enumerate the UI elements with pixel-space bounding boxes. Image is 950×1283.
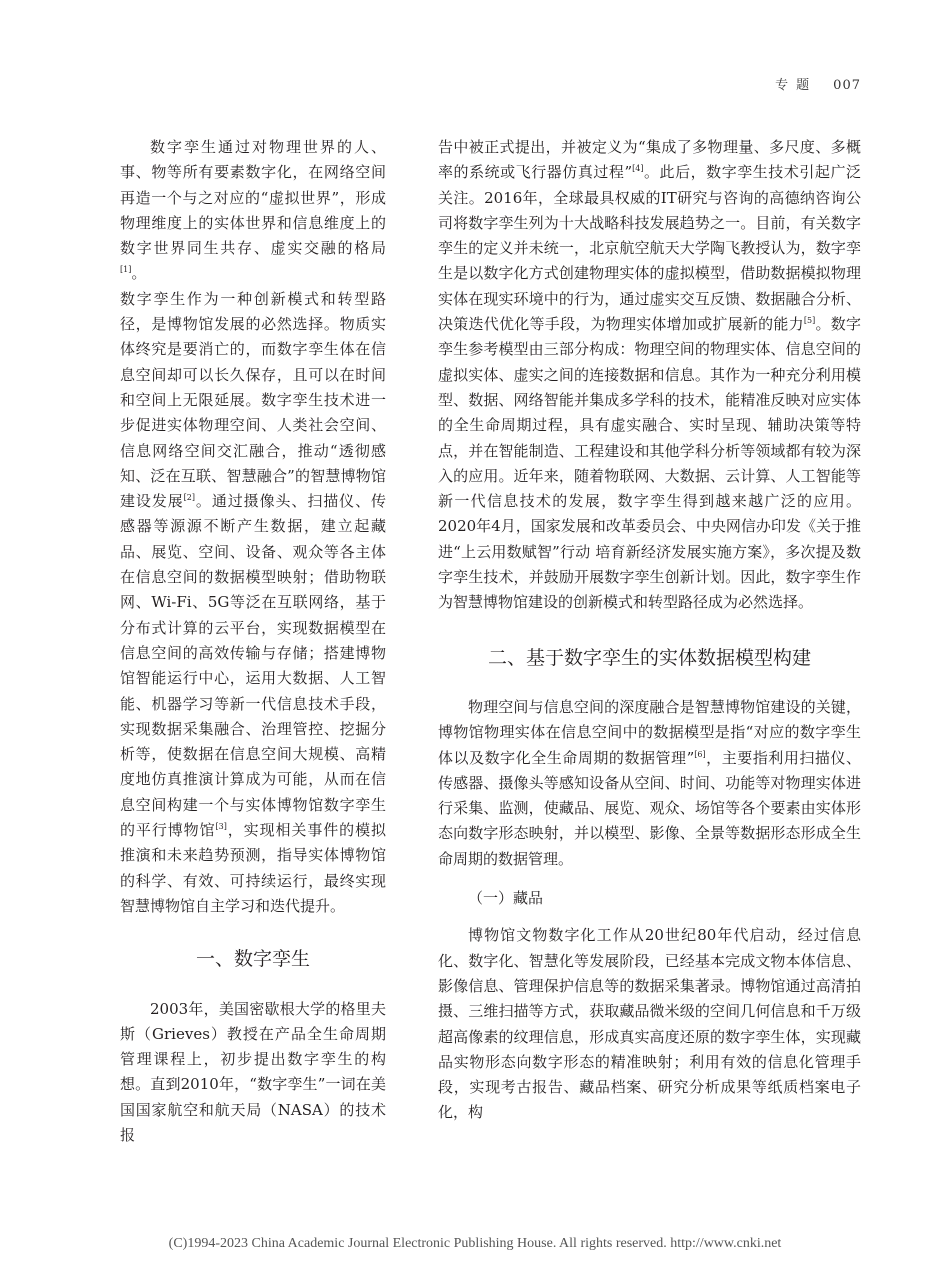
paragraph-text: 。数字孪生参考模型由三部分构成：物理空间的物理实体、信息空间的虚拟实体、虚实之间的连接数据和信息。其作为一种充分利用模型、数据、网络智能并集成多学科的技术，能精准反映对应实体的全生命周期过程，具有虚实融合、实时呈现、辅助决策等特点，并在智能制造、工程建设和其他学科分析等领域都有较为深入的应用。近年来，随着物联网、大数据、云计算、人工智能等新一代信息技术的发展，数字孪生得到越来越广泛的应用。2020年4月，国家发展和改革委员会、中央网信办印发《关于推进“上云用数赋智”行动 培育新经济发展实施方案》，多次提及数字孪生技术，并鼓励开展数字孪生创新计划。因此，数字孪生作为智慧博物馆建设的创新模式和转型路径成为必然选择。 bbox=[438, 315, 861, 612]
citation-ref: [6] bbox=[694, 749, 706, 759]
paragraph bbox=[120, 135, 386, 287]
paragraph: 2003年，美国密歇根大学的格里夫斯（Grieves）教授在产品全生命周期管理课程上，初步提出数字孪生的构想。直到2010年，“数字孪生”一词在美国国家航空和航天局（NASA）的技术报 bbox=[120, 999, 386, 1144]
citation-ref: [2] bbox=[183, 493, 196, 503]
paragraph-text: 。此后，数字孪生技术引起广泛关注。2016年，全球最具权威的IT研究与咨询的高德纳咨询公司将数字孪生列为十大战略科技发展趋势之一。目前，有关数字孪生的定义并未统一，北京航空航天大学陶飞教授认为，数字孪生是以数字化方式创建物理实体的虚拟模型，借助数据模拟物理实体在现实环境中的行为，通过虚实交互反馈、数据融合分析、决策迭代优化等手段，为物理实体增加或扩展新的能力 bbox=[438, 163, 861, 334]
paragraph-text: 。 bbox=[131, 264, 147, 283]
running-header bbox=[775, 74, 861, 93]
citation-ref: [5] bbox=[803, 316, 816, 326]
section-heading: 一、数字孪生 bbox=[195, 948, 310, 971]
copyright-footer: (C)1994-2023 China Academic Journal Electronic Publishing House. All rights reserved. http://www.cnki.net bbox=[168, 1236, 782, 1251]
left-column bbox=[120, 135, 386, 1148]
subsection-heading: （一）藏品 bbox=[468, 889, 544, 908]
paragraph-text: 告中被正式提出，并被定义为“集成了多物理量、多尺度、多概率的系统或飞行器仿真过程” bbox=[438, 138, 861, 182]
citation-ref: [4] bbox=[632, 164, 644, 174]
paragraph-text: 数字孪生作为一种创新模式和转型路径，是博物馆发展的必然选择。物质实体终究是要消亡的，而数字孪生体在信息空间却可以长久保存，且可以在时间和空间上无限延展。数字孪生技术进一步促进实体物理空间、人类社会空间、信息网络空间交汇融合，推动“透彻感知、泛在互联、智慧融合”的智慧博物馆建设发展 bbox=[120, 289, 386, 511]
section-heading: 二、基于数字孪生的实体数据模型构建 bbox=[487, 646, 811, 669]
citation-ref: [1] bbox=[120, 265, 132, 275]
paragraph-text: 。通过摄像头、扫描仪、传感器等源源不断产生数据，建立起藏品、展览、空间、设备、观众等各主体在信息空间的数据模型映射；借助物联网、Wi-Fi、5G等泛在互联网络，基于分布式计算的云平台，实现数据模型在信息空间的高效传输与存储；搭建博物馆智能运行中心，运用大数据、人工智能、机器学习等新一代信息技术手段，实现数据采集融合、治理管控、挖掘分析等，使数据在信息空间大规模、高精度地仿真推演计算成为可能，从而在信息空间构建一个与实体博物馆数字孪生的平行博物馆 bbox=[120, 492, 386, 840]
section-label: 专题 bbox=[775, 78, 818, 93]
paragraph bbox=[438, 695, 861, 872]
citation-ref: [3] bbox=[215, 822, 227, 832]
paragraph-text: ，实现相关事件的模拟推演和未来趋势预测，指导实体博物馆的科学、有效、可持续运行，最终实现智慧博物馆自主学习和迭代提升。 bbox=[120, 821, 386, 915]
paragraph-text: 物理空间与信息空间的深度融合是智慧博物馆建设的关键，博物馆物理实体在信息空间中的数据模型是指“对应的数字孪生体以及数字化全生命周期的数据管理” bbox=[438, 697, 861, 767]
paragraph-text: ，主要指利用扫描仪、传感器、摄像头等感知设备从空间、时间、功能等对物理实体进行采集、监测，使藏品、展览、观众、场馆等各个要素由实体形态向数字形态映射，并以模型、影像、全景等数据形态形成全生命周期的数据管理。 bbox=[438, 748, 861, 868]
right-column bbox=[438, 135, 861, 1126]
paragraph bbox=[438, 135, 861, 616]
page-number: 007 bbox=[833, 78, 861, 93]
paragraph-text: 数字孪生通过对物理世界的人、事、物等所有要素数字化，在网络空间再造一个与之对应的“虚拟世界”，形成物理维度上的实体世界和信息维度上的数字世界同生共存、虚实交融的格局 bbox=[120, 138, 386, 258]
paragraph: 博物馆文物数字化工作从20世纪80年代启动，经过信息化、数字化、智慧化等发展阶段，已经基本完成文物本体信息、影像信息、管理保护信息等的数据采集著录。博物馆通过高清拍摄、三维扫描等方式，获取藏品微米级的空间几何信息和千万级超高像素的纹理信息，形成真实高度还原的数字孪生体，实现藏品实物形态向数字形态的精准映射；利用有效的信息化管理手段，实现考古报告、藏品档案、研究分析成果等纸质档案电子化，构 bbox=[438, 926, 861, 1122]
paragraph bbox=[120, 287, 386, 919]
